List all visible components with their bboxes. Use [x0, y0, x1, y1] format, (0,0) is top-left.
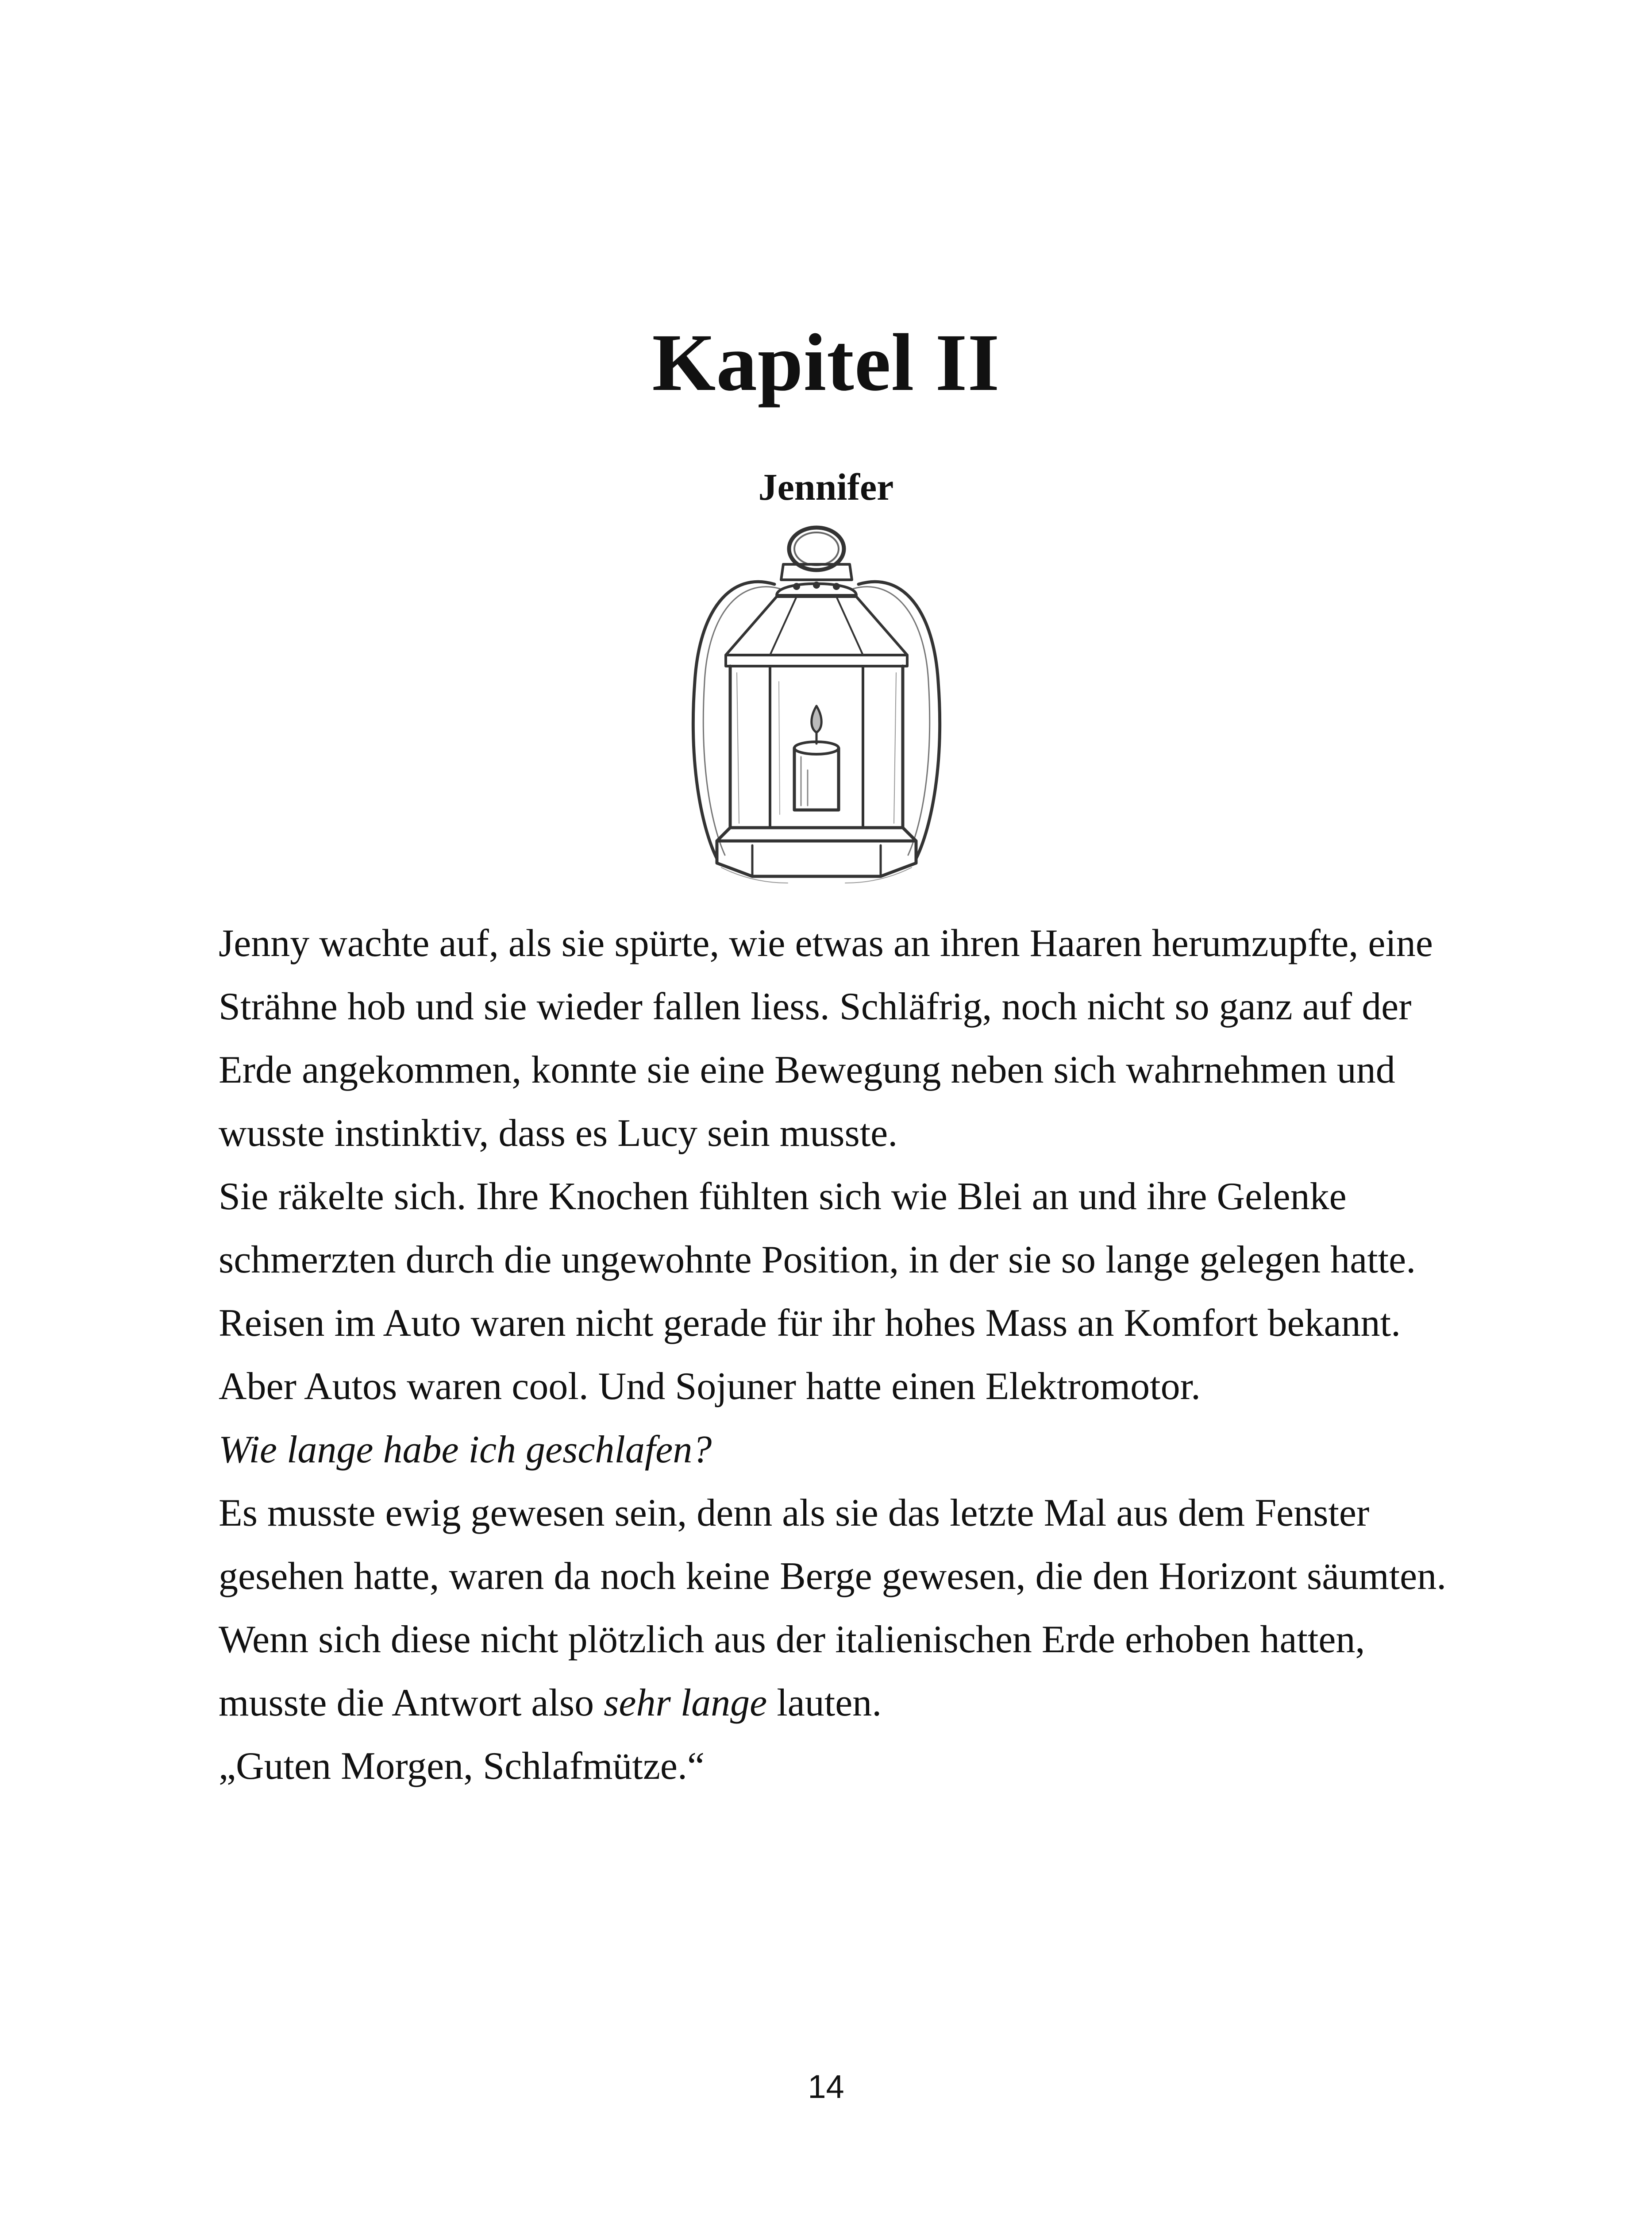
- chapter-subtitle: Jennifer: [758, 466, 894, 508]
- chapter-body: [219, 912, 1449, 1798]
- page-number: 14: [808, 2068, 844, 2105]
- paragraph: Jenny wachte auf, als sie spürte, wie etwas an ihren Haaren herumzupfte, eine Strähne hob und sie wieder fallen liess. Schläfrig, noch nicht so ganz auf der Erde angekommen, konnte sie eine Bewegung neben sich wahrnehmen und wusste instinktiv, dass es Lucy sein musste.: [219, 922, 1433, 1155]
- paragraph: Sie räkelte sich. Ihre Knochen fühlten sich wie Blei an und ihre Gelenke schmerzten durch die ungewohnte Position, in der sie so lange gelegen hatte. Reisen im Auto waren nicht gerade für ihr hohes Mass an Komfort bekannt. Aber Autos waren cool. Und Sojuner hatte einen Elektromotor.: [219, 1175, 1416, 1408]
- paragraph-thought: Wie lange habe ich geschlafen?: [219, 1428, 712, 1471]
- paragraph-dialogue: „Guten Morgen, Schlafmütze.“: [219, 1745, 705, 1788]
- lantern-icon: [664, 522, 974, 912]
- paragraph: Es musste ewig gewesen sein, denn als sie das letzte Mal aus dem Fenster gesehen hatte, waren da noch keine Berge gewesen, die den Horizont säumten. Wenn sich diese nicht plötzlich aus der italienischen Erde erhoben hatten, musste die Antwort also sehr lange lauten.: [219, 1492, 1447, 1724]
- chapter-title: Kapitel II: [652, 317, 1000, 408]
